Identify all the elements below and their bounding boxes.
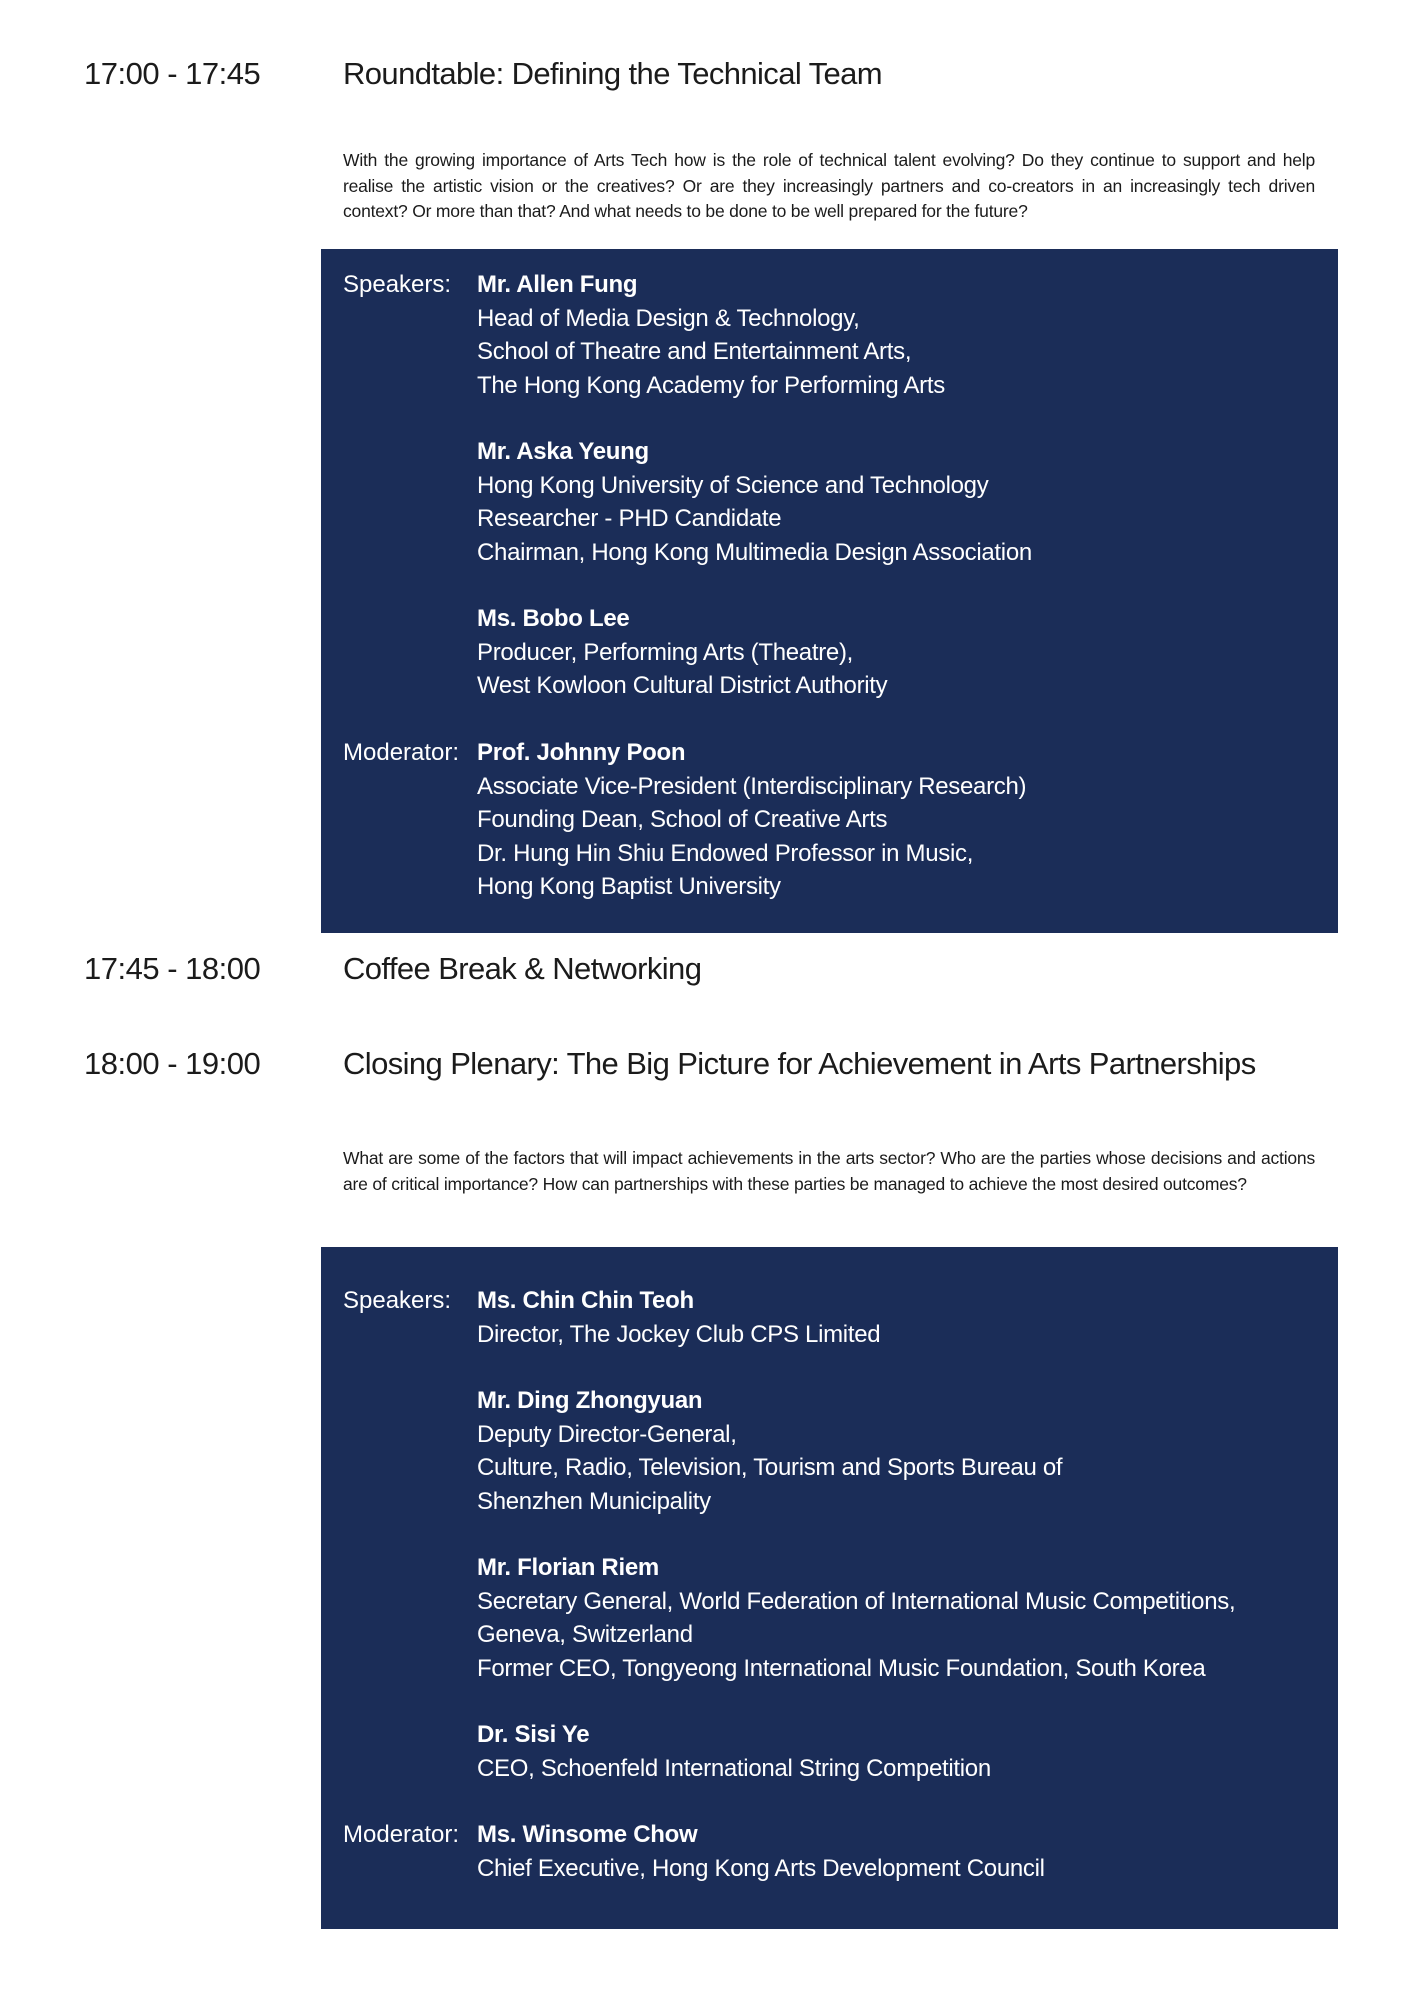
speaker-ding-zhongyuan [477, 1384, 1062, 1518]
moderator-affiliation: Hong Kong Baptist University [477, 873, 781, 900]
moderator-affiliation: Dr. Hung Hin Shiu Endowed Professor in Music, [477, 839, 974, 867]
moderator-affiliation: Associate Vice-President (Interdisciplinary Research) [477, 772, 1027, 800]
session-1-speakers-panel [321, 249, 1338, 933]
session-2-title: Coffee Break & Networking [343, 951, 702, 986]
speaker-affiliation: Geneva, Switzerland [477, 1621, 693, 1648]
moderator-affiliation: Chief Executive, Hong Kong Arts Development Council [477, 1854, 1045, 1882]
moderator-affiliation: Founding Dean, School of Creative Arts [477, 806, 888, 833]
speaker-name: Mr. Allen Fung [477, 271, 638, 298]
speaker-affiliation: School of Theatre and Entertainment Arts, [477, 338, 912, 365]
speaker-florian-riem [477, 1551, 1235, 1685]
speaker-name: Ms. Bobo Lee [477, 605, 630, 632]
speaker-allen-fung [477, 268, 945, 402]
speakers-label: Speakers: [343, 1287, 452, 1314]
moderator-winsome-chow [477, 1818, 1045, 1885]
speaker-affiliation: Producer, Performing Arts (Theatre), [477, 638, 854, 666]
speakers-label: Speakers: [343, 271, 452, 298]
speaker-affiliation: Shenzhen Municipality [477, 1487, 711, 1515]
speaker-name: Mr. Aska Yeung [477, 438, 649, 465]
speaker-affiliation: Deputy Director-General, [477, 1420, 737, 1448]
speaker-affiliation: Hong Kong University of Science and Technology [477, 471, 989, 499]
speaker-affiliation: Culture, Radio, Television, Tourism and Sports Bureau of [477, 1454, 1063, 1481]
session-3-description: What are some of the factors that will impact achievements in the arts sector? Who are the parties whose decisions and actions are of critical importance? How can partnerships with these parties be managed to achieve the most desired outcomes? [343, 1148, 1315, 1194]
speaker-affiliation: Former CEO, Tongyeong International Music Foundation, South Korea [477, 1654, 1206, 1682]
session-1-title: Roundtable: Defining the Technical Team [343, 56, 882, 91]
speaker-affiliation: West Kowloon Cultural District Authority [477, 672, 888, 699]
speaker-chin-chin-teoh [477, 1284, 880, 1351]
speaker-affiliation: Director, The Jockey Club CPS Limited [477, 1320, 881, 1348]
session-3-speakers-panel [321, 1247, 1338, 1929]
speaker-name: Mr. Ding Zhongyuan [477, 1387, 703, 1414]
session-3-time: 18:00 - 19:00 [84, 1046, 261, 1081]
moderator-label: Moderator: [343, 739, 460, 766]
moderator-johnny-poon [477, 736, 1026, 904]
speaker-name: Ms. Chin Chin Teoh [477, 1287, 694, 1314]
speaker-bobo-lee [477, 602, 887, 703]
speaker-aska-yeung [477, 435, 1032, 569]
speaker-affiliation: Researcher - PHD Candidate [477, 505, 782, 532]
session-1-time: 17:00 - 17:45 [84, 56, 261, 91]
speaker-affiliation: Head of Media Design & Technology, [477, 304, 860, 332]
speaker-affiliation: CEO, Schoenfeld International String Competition [477, 1754, 991, 1782]
session-3-title: Closing Plenary: The Big Picture for Achievement in Arts Partnerships [343, 1046, 1256, 1081]
speaker-affiliation: Chairman, Hong Kong Multimedia Design Association [477, 538, 1032, 566]
session-1-description: With the growing importance of Arts Tech how is the role of technical talent evolving? Do they continue to support and help realise the artistic vision or the creatives? Or are they increasingly partners and co-creators in an increasingly tech driven context? Or more than that? And what needs to be done to be well prepared for the future? [343, 150, 1315, 221]
speaker-name: Dr. Sisi Ye [477, 1721, 590, 1748]
moderator-name: Prof. Johnny Poon [477, 739, 686, 766]
moderator-name: Ms. Winsome Chow [477, 1821, 698, 1848]
speaker-affiliation: Secretary General, World Federation of International Music Competitions, [477, 1587, 1236, 1615]
session-2-time: 17:45 - 18:00 [84, 951, 261, 986]
speaker-name: Mr. Florian Riem [477, 1554, 659, 1581]
moderator-label: Moderator: [343, 1821, 460, 1848]
speaker-sisi-ye [477, 1718, 991, 1785]
speaker-affiliation: The Hong Kong Academy for Performing Arts [477, 371, 945, 399]
